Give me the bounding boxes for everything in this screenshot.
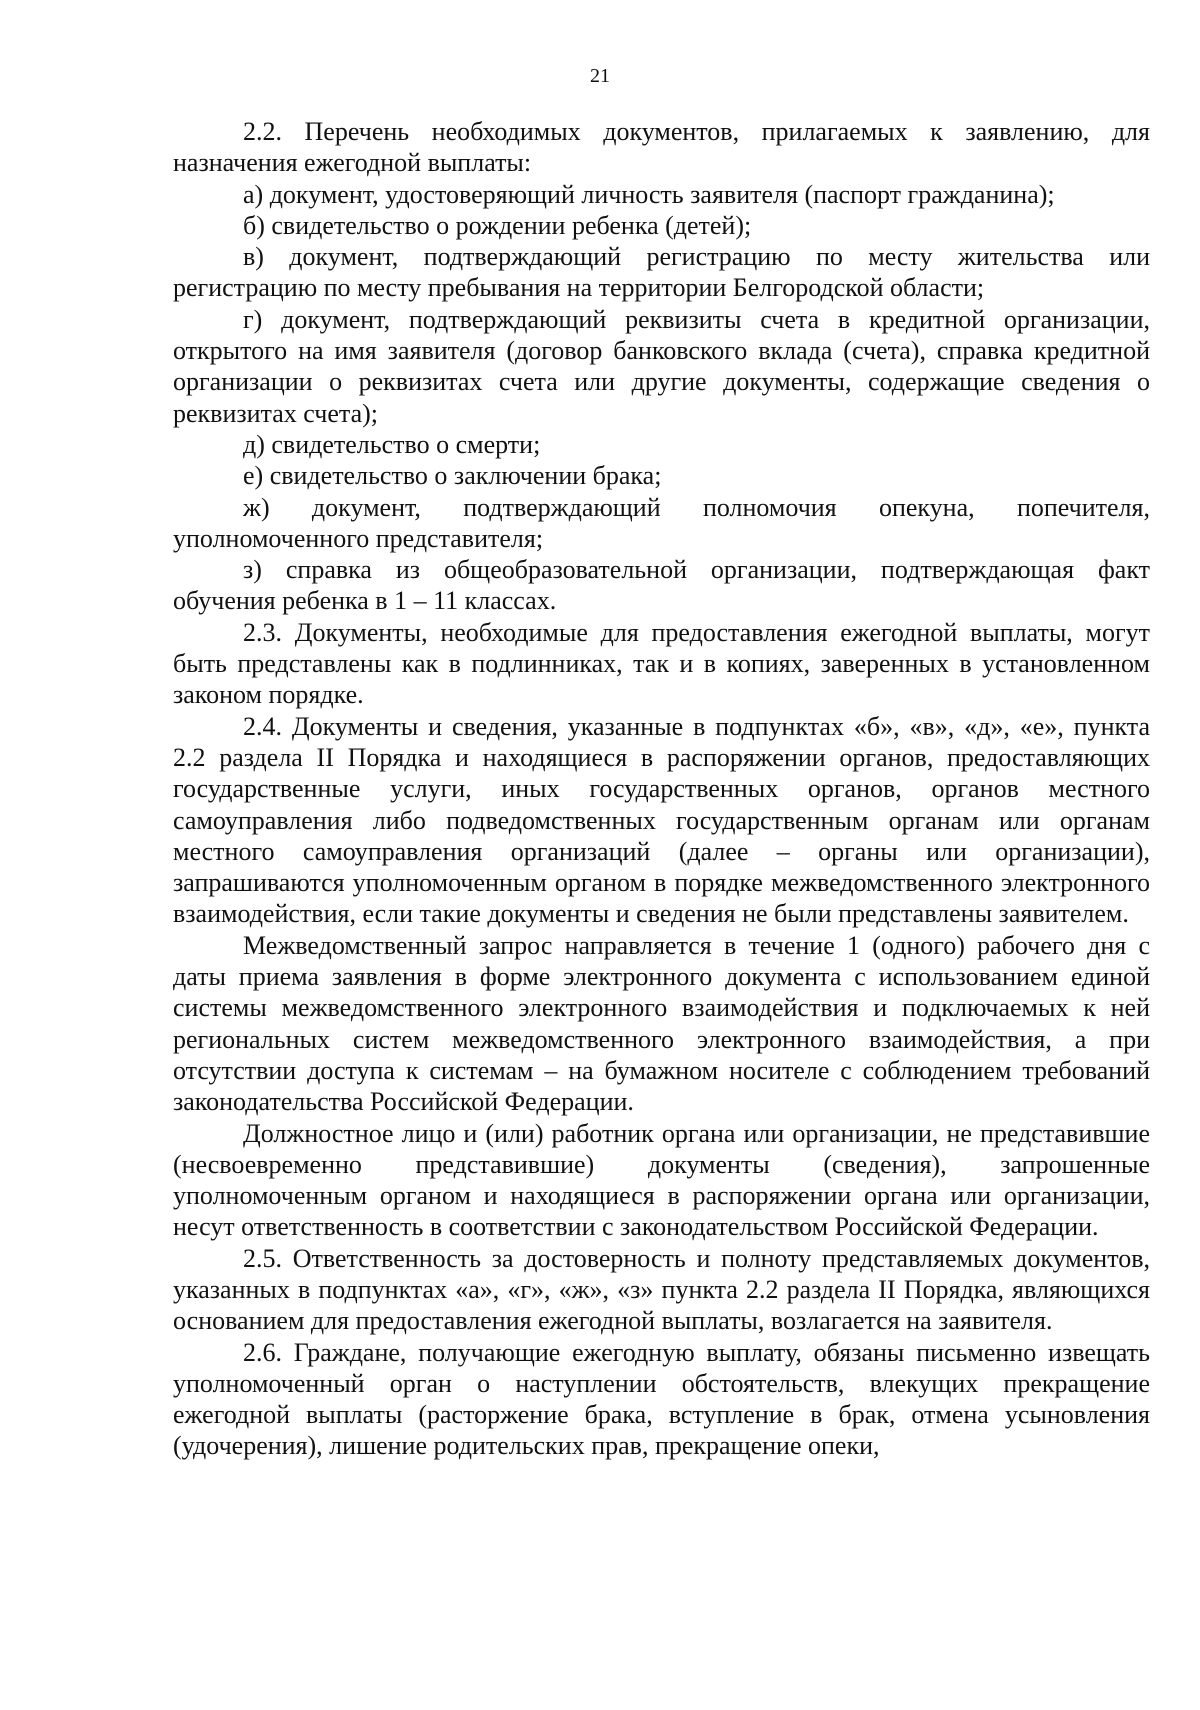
- paragraph-2-6: 2.6. Граждане, получающие ежегодную выплату, обязаны письменно извещать уполномоченный орган о наступлении обстоятельств, влекущих прекращение ежегодной выплаты (расторжение брака, вступление в брак, отмена усыновления (удочерения), лишение родительских прав, прекращение опеки,: [173, 1337, 1150, 1461]
- list-item-d: д) свидетельство о смерти;: [243, 429, 541, 459]
- list-item-zh: ж) документ, подтверждающий полномочия опекуна, попечителя, уполномоченного представителя;: [173, 492, 1150, 553]
- list-item-b: б) свидетельство о рождении ребенка (детей);: [243, 210, 752, 240]
- paragraph-2-4: 2.4. Документы и сведения, указанные в подпунктах «б», «в», «д», «е», пункта 2.2 раздела II Порядка и находящиеся в распоряжении органов, предоставляющих государственные услуги, иных государственных органов, органов местного самоуправления либо подведомственных государственным органам или органам местного самоуправления организаций (далее – органы или организации), запрашиваются уполномоченным органом в порядке межведомственного электронного взаимодействия, если такие документы и сведения не были представлены заявителем.: [173, 711, 1150, 929]
- paragraph-2-5: 2.5. Ответственность за достоверность и полноту представляемых документов, указанных в подпунктах «а», «г», «ж», «з» пункта 2.2 раздела II Порядка, являющихся основанием для предоставления ежегодной выплаты, возлагается на заявителя.: [173, 1243, 1150, 1336]
- page-number: 21: [590, 65, 610, 87]
- document-body: [173, 116, 1150, 1462]
- list-item-g: г) документ, подтверждающий реквизиты счета в кредитной организации, открытого на имя заявителя (договор банковского вклада (счета), справка кредитной организации о реквизитах счета или другие документы, содержащие сведения о реквизитах счета);: [173, 304, 1150, 428]
- paragraph-interagency-request: Межведомственный запрос направляется в течение 1 (одного) рабочего дня с даты приема заявления в форме электронного документа с использованием единой системы межведомственного электронного взаимодействия и подключаемых к ней региональных систем межведомственного электронного взаимодействия, а при отсутствии доступа к системам – на бумажном носителе с соблюдением требований законодательства Российской Федерации.: [173, 930, 1150, 1117]
- paragraph-official-liability: Должностное лицо и (или) работник органа или организации, не представившие (несвоевременно представившие) документы (сведения), запрошенные уполномоченным органом и находящиеся в распоряжении органа или организации, несут ответственность в соответствии с законодательством Российской Федерации.: [173, 1118, 1150, 1242]
- list-item-z: з) справка из общеобразовательной организации, подтверждающая факт обучения ребенка в 1 – 11 классах.: [173, 555, 1150, 616]
- list-item-v: в) документ, подтверждающий регистрацию по месту жительства или регистрацию по месту пребывания на территории Белгородской области;: [173, 242, 1150, 303]
- list-item-a: а) документ, удостоверяющий личность заявителя (паспорт гражданина);: [243, 179, 1055, 209]
- list-item-e: е) свидетельство о заключении брака;: [243, 461, 662, 491]
- paragraph-2-3: 2.3. Документы, необходимые для предоставления ежегодной выплаты, могут быть представлены как в подлинниках, так и в копиях, заверенных в установленном законом порядке.: [173, 617, 1150, 710]
- paragraph-2-2: 2.2. Перечень необходимых документов, прилагаемых к заявлению, для назначения ежегодной выплаты:: [173, 117, 1150, 178]
